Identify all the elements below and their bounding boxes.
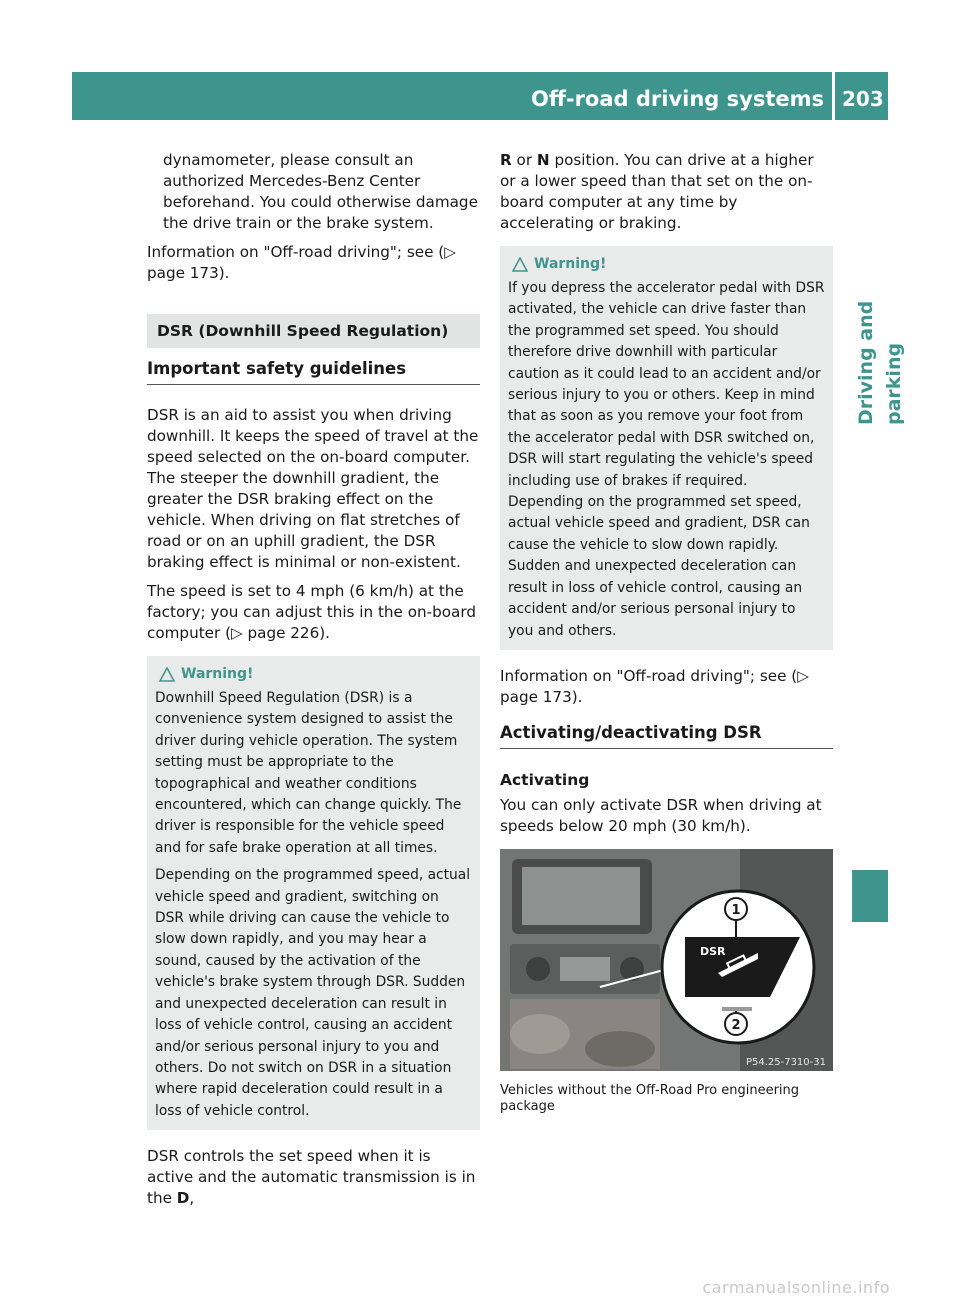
callout-1: 1	[731, 902, 741, 918]
left-column	[147, 150, 480, 1217]
gear-key: D	[176, 1189, 190, 1208]
text-run: DSR controls the set speed when it is active and the automatic transmission is in the	[147, 1147, 476, 1208]
page-header	[72, 72, 888, 120]
gear-key: N	[536, 151, 550, 169]
side-tab-label: Driving and parking	[855, 300, 905, 425]
right-column	[500, 150, 833, 1115]
paragraph-offroad-reference: Information on "Off-road driving"; see (▷ page 173).	[147, 243, 456, 282]
subheading-activating: Activating	[500, 770, 590, 789]
gear-key: R	[500, 151, 512, 169]
header-title: Off-road driving systems	[531, 87, 824, 111]
figure-ref-code: P54.25-7310-31	[745, 1056, 826, 1068]
side-tab-marker	[852, 870, 888, 922]
dashboard-dsr-figure	[500, 849, 833, 1071]
warning-triangle-icon	[159, 667, 175, 682]
paragraph-gear-positions	[500, 150, 833, 234]
subheading-safety: Important safety guidelines	[147, 358, 480, 385]
warning-box	[500, 246, 833, 650]
paragraph-activation-limit: You can only activate DSR when driving at speeds below 20 mph (30 km/h).	[500, 795, 822, 835]
warning-header	[155, 664, 472, 684]
text-run: ,	[189, 1189, 195, 1208]
warning-paragraph: Depending on the programmed speed, actual vehicle speed and gradient, switching on DSR while driving can cause the vehicle to slow down rapidly, and you may hear a sound, caused by the activation of the vehicle's brake system through DSR. Sudden and unexpected deceleration can result in loss of vehicle control, causing an accident and/or serious personal injury to you and others. Do not switch on DSR in a situation where rapid deceleration could result in a loss of vehicle control.	[155, 867, 471, 1119]
warning-box	[147, 656, 480, 1130]
paragraph-dsr-intro: DSR is an aid to assist you when driving downhill. It keeps the speed of travel at the speed selected on the on-board computer. The steeper the downhill gradient, the greater the DSR braking effect on the vehicle. When driving on flat stretches of road or on an uphill gradient, the DSR braking effect is minimal or non-existent.	[147, 406, 479, 571]
paragraph-continuation: dynamometer, please consult an authorized Mercedes-Benz Center beforehand. You could otherwise damage the drive train or the brake system.	[163, 151, 478, 232]
paragraph-speed-setting: The speed is set to 4 mph (6 km/h) at the factory; you can adjust this in the on-board computer (▷ page 226).	[147, 582, 476, 642]
warning-triangle-icon	[512, 257, 528, 272]
warning-paragraph: Downhill Speed Regulation (DSR) is a convenience system designed to assist the driver during vehicle operation. The system setting must be appropriate to the topographical and weather conditions encountered, which can change quickly. The driver is responsible for the vehicle speed and for safe brake operation at all times.	[155, 690, 462, 856]
callout-2: 2	[731, 1017, 741, 1033]
dsr-button-label: DSR	[700, 944, 726, 958]
section-title: DSR (Downhill Speed Regulation)	[147, 314, 480, 348]
text-run: position. You can drive at a higher or a lower speed than that set on the on-board computer at any time by accelerating or braking.	[500, 151, 814, 232]
warning-title: Warning!	[181, 666, 254, 682]
page-number: 203	[842, 87, 884, 111]
figure-caption: Vehicles without the Off-Road Pro engineering package	[500, 1082, 800, 1114]
text-run: or	[511, 151, 537, 169]
warning-header	[508, 254, 825, 274]
subheading-activating-deactivating: Activating/deactivating DSR	[500, 722, 833, 749]
paragraph-dsr-control	[147, 1146, 480, 1209]
header-separator	[832, 72, 835, 120]
paragraph-offroad-reference: Information on "Off-road driving"; see (▷ page 173).	[500, 666, 809, 706]
warning-title: Warning!	[534, 256, 607, 272]
warning-paragraph: If you depress the accelerator pedal with DSR activated, the vehicle can drive faster than the programmed set speed. You should therefore drive downhill with particular caution as it could lead to an accident and/or serious injury to you or others. Keep in mind that as soon as you remove your foot from the accelerator pedal with DSR switched on, DSR will start regulating the vehicle's speed including use of brakes if required. Depending on the programmed set speed, actual vehicle speed and gradient, DSR can cause the vehicle to slow down rapidly. Sudden and unexpected deceleration can result in loss of vehicle control, causing an accident and/or serious personal injury to you and others.	[508, 280, 825, 639]
watermark: carmanualsonline.info	[702, 1278, 890, 1297]
